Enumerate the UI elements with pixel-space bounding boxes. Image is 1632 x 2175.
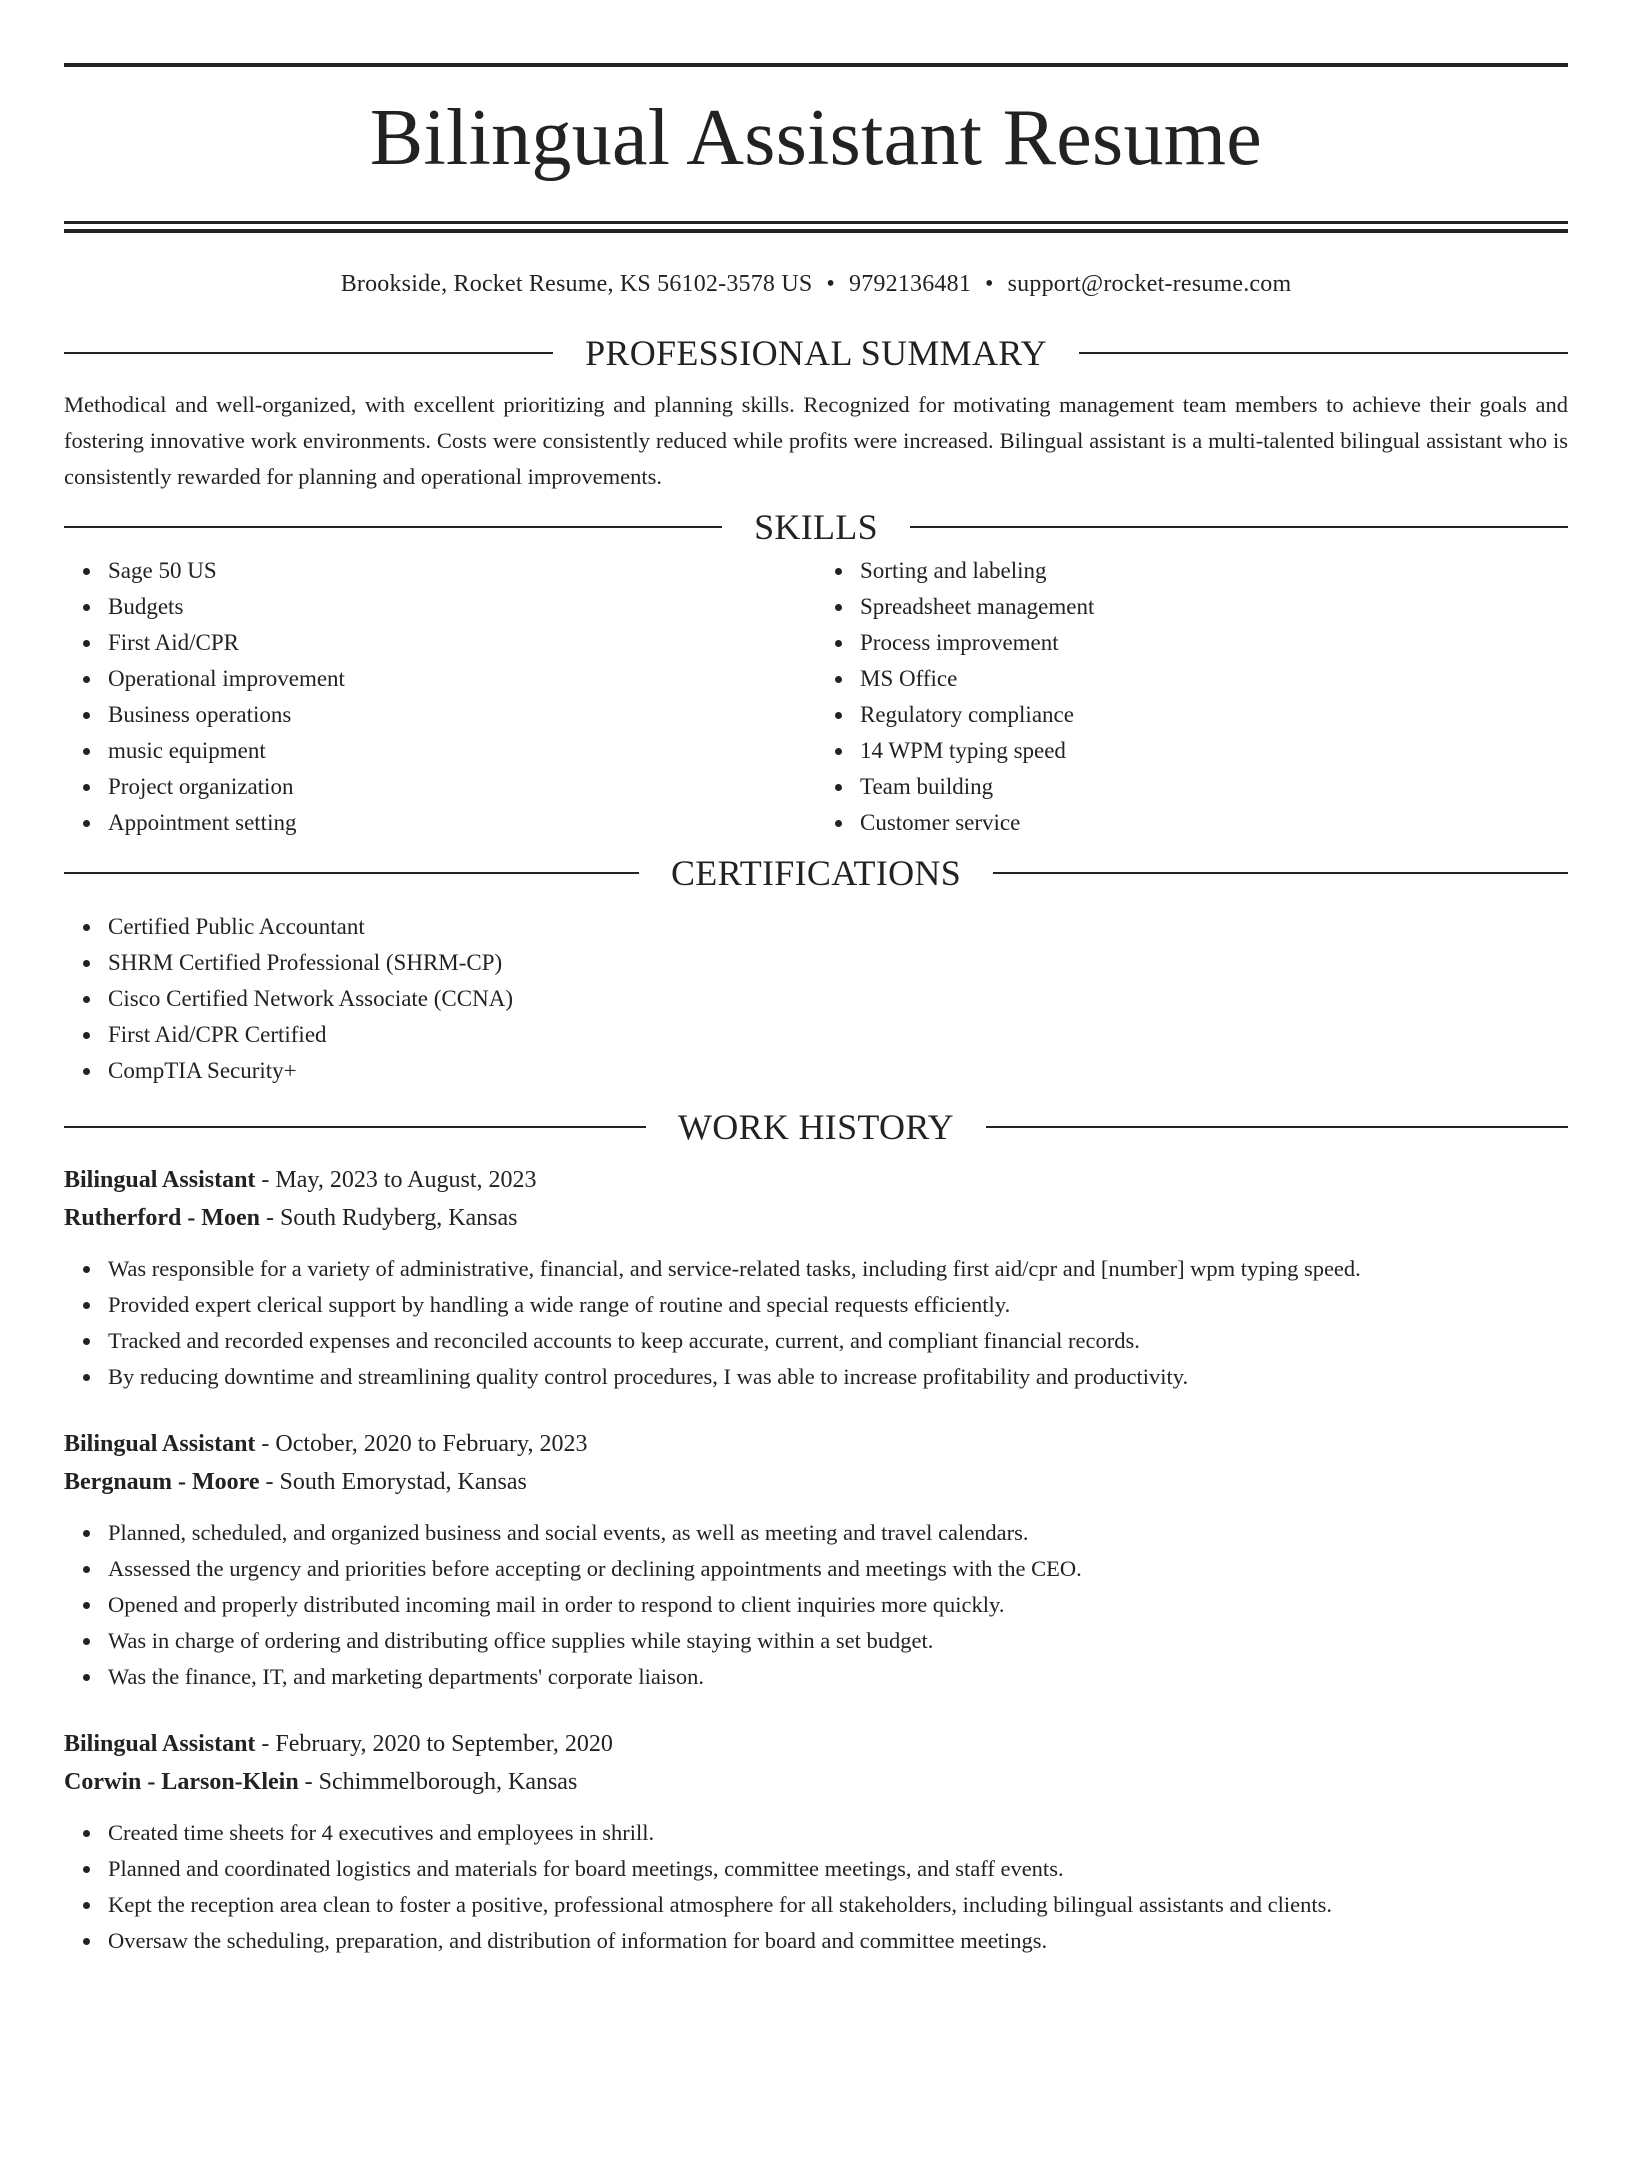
job-bullet: Tracked and recorded expenses and reconciled accounts to keep accurate, current, and compliant financial records. bbox=[108, 1323, 1568, 1359]
skill-item: First Aid/CPR bbox=[108, 625, 816, 661]
job-location: - Schimmelborough, Kansas bbox=[298, 1769, 578, 1795]
certification-item: First Aid/CPR Certified bbox=[108, 1017, 1568, 1053]
skills-left-column bbox=[64, 553, 816, 841]
job-bullet: Oversaw the scheduling, preparation, and distribution of information for board and committee meetings. bbox=[108, 1923, 1568, 1959]
skills-heading: SKILLS bbox=[754, 507, 878, 547]
job-title: Bilingual Assistant bbox=[64, 1431, 256, 1457]
job-company: Bergnaum - Moore bbox=[64, 1469, 260, 1495]
job-title: Bilingual Assistant bbox=[64, 1167, 256, 1193]
job-dates: - October, 2020 to February, 2023 bbox=[255, 1431, 588, 1457]
job-bullet: Planned and coordinated logistics and materials for board meetings, committee meetings, and staff events. bbox=[108, 1851, 1568, 1887]
skills-list bbox=[64, 553, 1568, 841]
contact-line bbox=[64, 269, 1568, 299]
job-entry bbox=[64, 1161, 1568, 1395]
heading-rule bbox=[64, 526, 722, 528]
skill-item: Business operations bbox=[108, 697, 816, 733]
contact-phone: 9792136481 bbox=[849, 271, 972, 297]
job-bullet: Created time sheets for 4 executives and employees in shrill. bbox=[108, 1815, 1568, 1851]
heading-rule bbox=[986, 1126, 1568, 1128]
skill-item: Sage 50 US bbox=[108, 553, 816, 589]
contact-separator: • bbox=[826, 271, 836, 297]
job-bullet: Was in charge of ordering and distributing office supplies while staying within a set budget. bbox=[108, 1623, 1568, 1659]
job-title: Bilingual Assistant bbox=[64, 1731, 256, 1757]
certification-item: SHRM Certified Professional (SHRM-CP) bbox=[108, 945, 1568, 981]
work-history-heading: WORK HISTORY bbox=[678, 1107, 954, 1147]
job-bullet: Opened and properly distributed incoming mail in order to respond to client inquiries more quickly. bbox=[108, 1587, 1568, 1623]
skills-right-column bbox=[816, 553, 1568, 841]
job-bullets bbox=[64, 1515, 1568, 1695]
work-history-section-heading bbox=[64, 1107, 1568, 1147]
certifications-heading: CERTIFICATIONS bbox=[670, 853, 962, 893]
job-title-line bbox=[64, 1725, 1568, 1763]
certification-item: Cisco Certified Network Associate (CCNA) bbox=[108, 981, 1568, 1017]
heading-rule bbox=[64, 352, 553, 354]
job-location: - South Emorystad, Kansas bbox=[259, 1469, 527, 1495]
skill-item: Spreadsheet management bbox=[860, 589, 1568, 625]
skills-section-heading bbox=[64, 507, 1568, 547]
job-bullet: Assessed the urgency and priorities before accepting or declining appointments and meetings with the CEO. bbox=[108, 1551, 1568, 1587]
heading-rule bbox=[993, 872, 1568, 874]
job-entry bbox=[64, 1725, 1568, 1959]
skill-item: Operational improvement bbox=[108, 661, 816, 697]
skill-item: music equipment bbox=[108, 733, 816, 769]
job-company: Corwin - Larson-Klein bbox=[64, 1769, 299, 1795]
resume-page bbox=[0, 63, 1632, 2175]
certification-item: CompTIA Security+ bbox=[108, 1053, 1568, 1089]
job-bullets bbox=[64, 1251, 1568, 1395]
job-bullet: By reducing downtime and streamlining quality control procedures, I was able to increase profitability and productivity. bbox=[108, 1359, 1568, 1395]
job-bullet: Provided expert clerical support by handling a wide range of routine and special requests efficiently. bbox=[108, 1287, 1568, 1323]
heading-rule bbox=[64, 1126, 646, 1128]
summary-section-heading bbox=[64, 333, 1568, 373]
heading-rule bbox=[1079, 352, 1568, 354]
skill-item: Project organization bbox=[108, 769, 816, 805]
title-double-rule bbox=[64, 221, 1568, 233]
page-title: Bilingual Assistant Resume bbox=[369, 94, 1263, 182]
job-bullet: Was the finance, IT, and marketing departments' corporate liaison. bbox=[108, 1659, 1568, 1695]
job-dates: - May, 2023 to August, 2023 bbox=[255, 1167, 537, 1193]
job-bullet: Was responsible for a variety of administrative, financial, and service-related tasks, including first aid/cpr and [number] wpm typing speed. bbox=[108, 1251, 1568, 1287]
summary-heading: PROFESSIONAL SUMMARY bbox=[585, 333, 1047, 373]
job-title-line bbox=[64, 1161, 1568, 1199]
contact-separator: • bbox=[985, 271, 994, 297]
heading-rule bbox=[910, 526, 1568, 528]
skill-item: MS Office bbox=[860, 661, 1568, 697]
job-location: - South Rudyberg, Kansas bbox=[259, 1205, 518, 1231]
skill-item: Budgets bbox=[108, 589, 816, 625]
job-company-line bbox=[64, 1199, 1568, 1237]
skill-item: Sorting and labeling bbox=[860, 553, 1568, 589]
certifications-section-heading bbox=[64, 853, 1568, 893]
certification-item: Certified Public Accountant bbox=[108, 909, 1568, 945]
job-title-line bbox=[64, 1425, 1568, 1463]
skill-item: 14 WPM typing speed bbox=[860, 733, 1568, 769]
contact-email: support@rocket-resume.com bbox=[1007, 271, 1292, 297]
job-bullets bbox=[64, 1815, 1568, 1959]
job-entry bbox=[64, 1425, 1568, 1695]
summary-text: Methodical and well-organized, with excellent prioritizing and planning skills. Recognized for motivating management team members to achieve their goals and fostering innovative work environments. Costs were consistently reduced while profits were increased. Bilingual assistant is a multi-talented bilingual assistant who is consistently rewarded for planning and operational improvements. bbox=[64, 392, 1568, 489]
job-company: Rutherford - Moen bbox=[64, 1205, 260, 1231]
skill-item: Team building bbox=[860, 769, 1568, 805]
contact-address: Brookside, Rocket Resume, KS 56102-3578 US bbox=[340, 271, 813, 297]
job-dates: - February, 2020 to September, 2020 bbox=[255, 1731, 613, 1757]
heading-rule bbox=[64, 872, 639, 874]
skill-item: Process improvement bbox=[860, 625, 1568, 661]
skill-item: Customer service bbox=[860, 805, 1568, 841]
work-history-list bbox=[64, 1161, 1568, 1959]
skill-item: Regulatory compliance bbox=[860, 697, 1568, 733]
skill-item: Appointment setting bbox=[108, 805, 816, 841]
job-company-line bbox=[64, 1463, 1568, 1501]
certifications-list bbox=[64, 909, 1568, 1089]
job-company-line bbox=[64, 1763, 1568, 1801]
job-bullet: Kept the reception area clean to foster a positive, professional atmosphere for all stakeholders, including bilingual assistants and clients. bbox=[108, 1887, 1568, 1923]
job-bullet: Planned, scheduled, and organized business and social events, as well as meeting and travel calendars. bbox=[108, 1515, 1568, 1551]
top-rule bbox=[64, 63, 1568, 67]
